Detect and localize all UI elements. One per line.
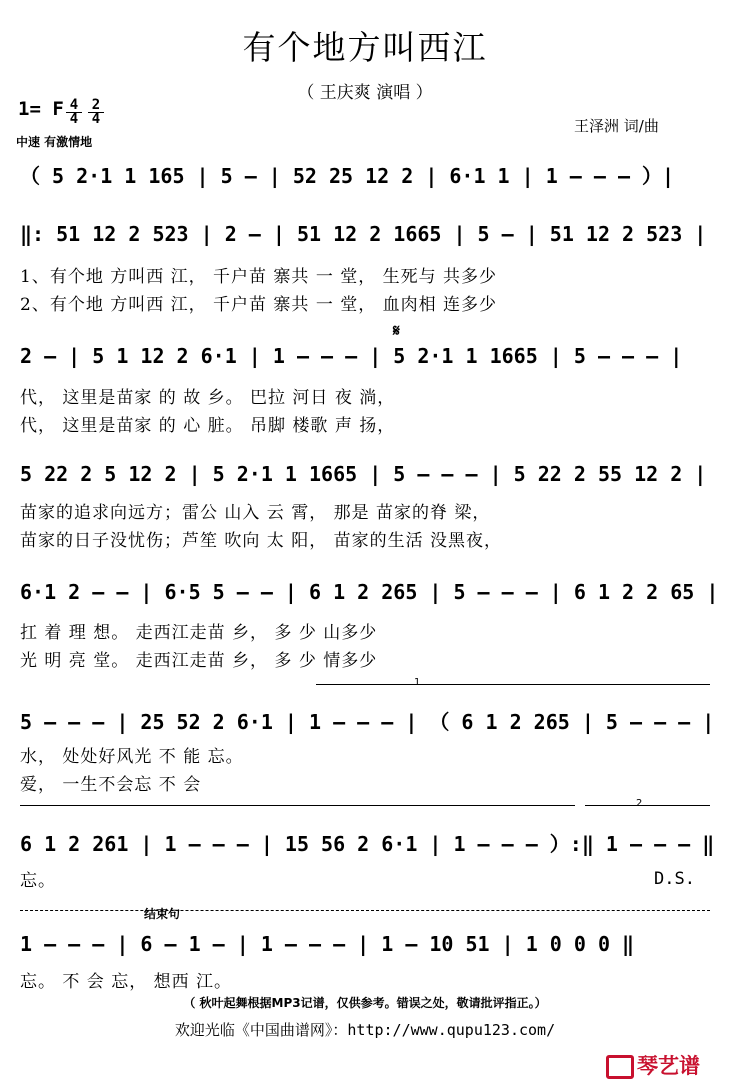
lyric-row-2-verse-2: 2、有个地 方叫西 江， 千户苗 寨共 一 堂， 血肉相 连多少 (20, 295, 498, 315)
lyric-row-5-verse-2: 光 明 亮 堂。 走西江走苗 乡， 多 少 情多少 (20, 651, 378, 671)
segno-icon: 𝄋 (393, 321, 400, 340)
dal-segno-marking: D.S. (654, 869, 695, 889)
brand-logo (606, 1050, 700, 1080)
lyric-row-7: 忘。 (20, 871, 56, 891)
lyric-row-4-verse-1: 苗家的追求向远方；雷公 山入 云 霄， 那是 苗家的脊 梁， (20, 503, 491, 523)
logo-icon (606, 1055, 634, 1079)
end-phrase-label: 结束句 (144, 907, 181, 921)
lyric-row-5-verse-1: 扛 着 理 想。 走西江走苗 乡， 多 少 山多少 (20, 623, 378, 643)
lyric-row-3-verse-1: 代， 这里是苗家 的 故 乡。 巴拉 河日 夜 淌， (20, 388, 396, 408)
singer-subtitle: （ 王庆爽 演唱 ） (297, 83, 433, 103)
time-signature-4-4: $\frac{4}{4}$ (66, 99, 82, 126)
lyric-row-6-verse-1: 水， 处处好风光 不 能 忘。 (20, 747, 244, 767)
lyric-row-6-verse-2: 爱， 一生不会忘 不 会 (20, 775, 202, 795)
score-row-7: 6 1 2 261 | 1 – – – | 15 56 2 6·1 | 1 – – – ）:‖ 1 – – – ‖ (20, 832, 715, 856)
volta-number-2: 2 (636, 798, 643, 809)
score-row-6: 5 – – – | 25 52 2 6·1 | 1 – – – | （ 6 1 2 265 | 5 – – – | (20, 710, 715, 734)
tempo-marking: 中速 有激情地 (16, 135, 93, 149)
lyric-row-3-verse-2: 代， 这里是苗家 的 心 脏。 吊脚 楼歌 声 扬， (20, 416, 396, 436)
time-signature-2-4: $\frac{2}{4}$ (88, 99, 104, 126)
volta-number-1: 1 (414, 677, 421, 688)
key-signature: 1= F (18, 98, 64, 120)
volta-bracket-2 (585, 805, 710, 806)
lyric-row-8: 忘。 不 会 忘， 想西 江。 (20, 972, 233, 992)
volta-bracket-1 (316, 684, 710, 685)
score-row-1: （ 5 2·1 1 165 | 5 – | 52 25 12 2 | 6·1 1 | 1 – – – ）| (20, 164, 675, 188)
website-link[interactable]: 欢迎光临《中国曲谱网》：http://www.qupu123.com/ (174, 1021, 556, 1039)
logo-text: 琴艺谱 (637, 1054, 700, 1078)
end-phrase-bracket (20, 910, 710, 911)
page-title: 有个地方叫西江 (242, 28, 488, 67)
score-row-8: 1 – – – | 6 – 1 – | 1 – – – | 1 – 10 51 | 1 0 0 0 ‖ (20, 932, 635, 956)
lyric-row-2-verse-1: 1、有个地 方叫西 江， 千户苗 寨共 一 堂， 生死与 共多少 (20, 267, 498, 287)
composer-credit: 王泽洲 词/曲 (574, 117, 659, 135)
score-row-3: 2 – | 5 1 12 2 6·1 | 1 – – – | 5 2·1 1 1665 | 5 – – – | (20, 344, 683, 368)
score-row-2: ‖: 51 12 2 523 | 2 – | 51 12 2 1665 | 5 – | 51 12 2 523 | (20, 222, 707, 246)
volta-bracket-1-continuation (20, 805, 575, 806)
score-row-5: 6·1 2 – – | 6·5 5 – – | 6 1 2 265 | 5 – – – | 6 1 2 2 65 | (20, 580, 719, 604)
lyric-row-4-verse-2: 苗家的日子没忧伤；芦笙 吹向 太 阳， 苗家的生活 没黑夜， (20, 531, 503, 551)
score-row-4: 5 22 2 5 12 2 | 5 2·1 1 1665 | 5 – – – | 5 22 2 55 12 2 | (20, 462, 707, 486)
transcriber-note: （ 秋叶起舞根据MP3记谱，仅供参考。错误之处，敬请批评指正。） (183, 996, 547, 1010)
